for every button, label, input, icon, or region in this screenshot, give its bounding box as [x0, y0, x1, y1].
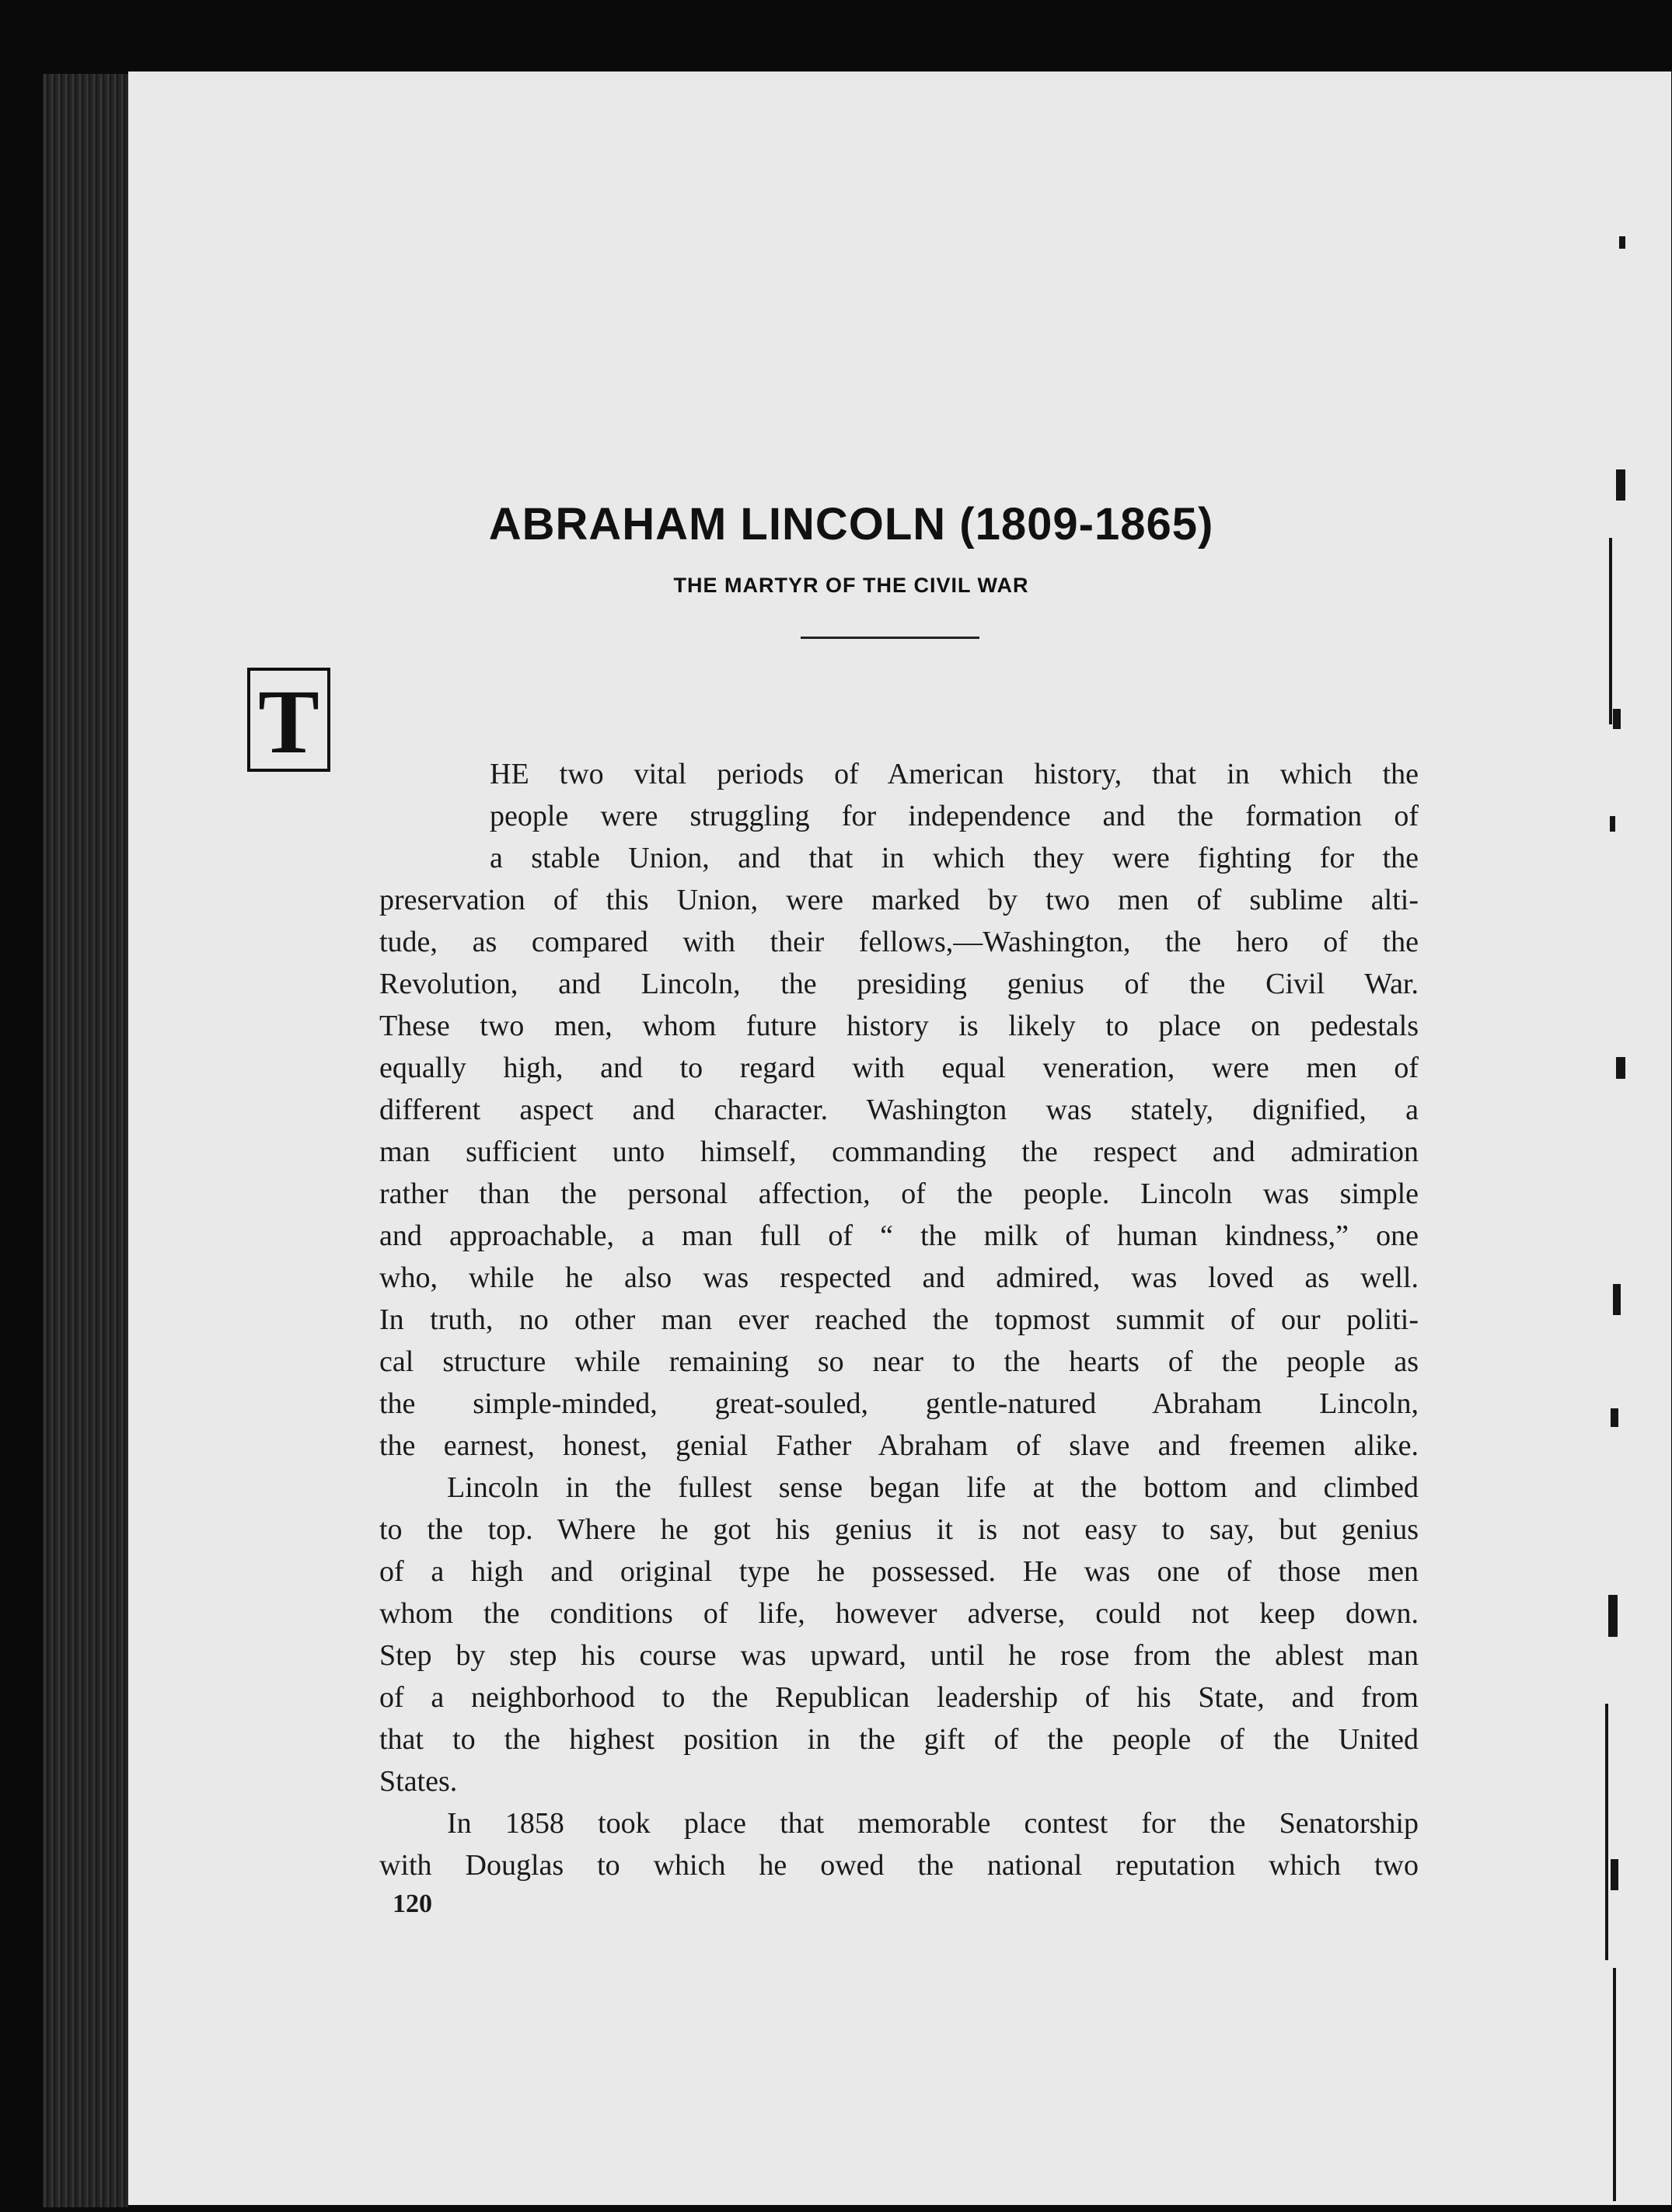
text-line: In truth, no other man ever reached the topmost summit of our politi-	[379, 1303, 1419, 1336]
text-line: people were struggling for independence and the formation of	[490, 800, 1419, 832]
text-line: a stable Union, and that in which they were fighting for the	[490, 842, 1419, 874]
text-line: of a neighborhood to the Republican leadership of his State, and from	[379, 1681, 1419, 1714]
text-line: States.	[379, 1765, 458, 1798]
margin-mark	[1609, 538, 1612, 724]
text-line: man sufficient unto himself, commanding the respect and admiration	[379, 1136, 1419, 1168]
text-line: equally high, and to regard with equal veneration, were men of	[379, 1052, 1419, 1084]
margin-mark	[1613, 709, 1621, 729]
margin-mark	[1613, 1968, 1616, 2201]
text-line: cal structure while remaining so near to the hearts of the people as	[379, 1345, 1419, 1378]
text-line: These two men, whom future history is likely to place on pedestals	[379, 1010, 1419, 1042]
text-line: preservation of this Union, were marked by two men of sublime alti-	[379, 884, 1419, 916]
page-title: ABRAHAM LINCOLN (1809-1865)	[488, 499, 1214, 550]
text-line: and approachable, a man full of “ the milk of human kindness,” one	[379, 1219, 1419, 1252]
page-subtitle: THE MARTYR OF THE CIVIL WAR	[673, 574, 1029, 597]
text-line: rather than the personal affection, of the people. Lincoln was simple	[379, 1178, 1419, 1210]
margin-mark	[1608, 1595, 1618, 1637]
text-line: the earnest, honest, genial Father Abraham of slave and freemen alike.	[379, 1429, 1419, 1462]
title-rule	[801, 637, 979, 639]
margin-mark	[1613, 1284, 1621, 1315]
drop-cap: T	[247, 668, 330, 772]
margin-mark	[1605, 1704, 1608, 1960]
margin-mark	[1610, 816, 1615, 832]
margin-mark	[1619, 236, 1625, 249]
page-number: 120	[393, 1889, 432, 1918]
text-line: Step by step his course was upward, until he rose from the ablest man	[379, 1639, 1419, 1672]
margin-mark	[1616, 469, 1625, 501]
margin-mark	[1611, 1408, 1618, 1427]
text-line: of a high and original type he possessed. He was one of those men	[379, 1555, 1419, 1588]
text-line: HE two vital periods of American history, that in which the	[490, 758, 1419, 790]
book-spine	[43, 74, 128, 2207]
margin-mark	[1611, 1859, 1618, 1890]
text-line: that to the highest position in the gift of the people of the United	[379, 1723, 1419, 1756]
margin-mark	[1616, 1057, 1625, 1079]
text-line: Revolution, and Lincoln, the presiding genius of the Civil War.	[379, 968, 1419, 1000]
text-line: whom the conditions of life, however adverse, could not keep down.	[379, 1597, 1419, 1630]
text-line: In 1858 took place that memorable contest for the Senatorship	[447, 1807, 1419, 1840]
text-line: with Douglas to which he owed the national reputation which two	[379, 1849, 1419, 1882]
text-line: who, while he also was respected and admired, was loved as well.	[379, 1261, 1419, 1294]
text-line: tude, as compared with their fellows,—Washington, the hero of the	[379, 926, 1419, 958]
text-line: the simple-minded, great-souled, gentle-natured Abraham Lincoln,	[379, 1387, 1419, 1420]
text-line: Lincoln in the fullest sense began life at the bottom and climbed	[447, 1471, 1419, 1504]
text-line: different aspect and character. Washington was stately, dignified, a	[379, 1094, 1419, 1126]
text-line: to the top. Where he got his genius it is not easy to say, but genius	[379, 1513, 1419, 1546]
